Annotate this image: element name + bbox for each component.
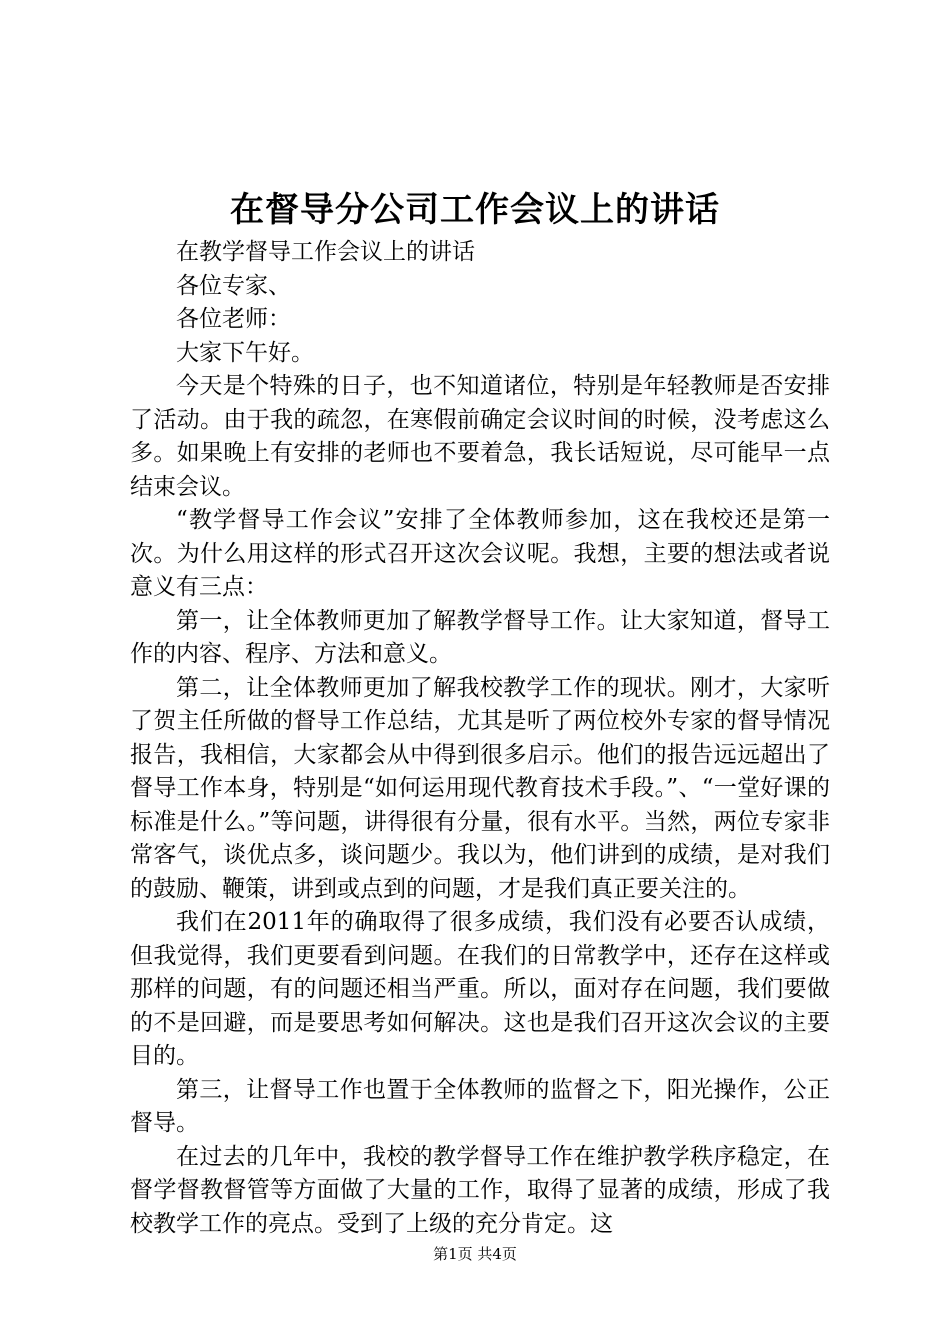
document-body <box>130 236 830 1241</box>
paragraph: 第三，让督导工作也置于全体教师的监督之下，阳光操作，公正督导。 <box>130 1076 830 1136</box>
page-title: 在督导分公司工作会议上的讲话 <box>230 190 720 230</box>
paragraph: 在教学督导工作会议上的讲话 <box>176 239 475 265</box>
paragraph: 在过去的几年中，我校的教学督导工作在维护教学秩序稳定，在督学督教督管等方面做了大量的工作，取得了显著的成绩，形成了我校教学工作的亮点。受到了上级的充分肯定。这 <box>130 1143 830 1237</box>
paragraph: 各位老师： <box>176 306 291 332</box>
paragraph: 第二，让全体教师更加了解我校教学工作的现状。刚才，大家听了贺主任所做的督导工作总结，尤其是听了两位校外专家的督导情况报告，我相信，大家都会从中得到很多启示。他们的报告远远超出了督导工作本身，特别是“如何运用现代教育技术手段。”、“一堂好课的标准是什么。”等问题，讲得很有分量，很有水平。当然，两位专家非常客气，谈优点多，谈问题少。我以为，他们讲到的成绩，是对我们的鼓励、鞭策，讲到或点到的问题，才是我们真正要关注的。 <box>130 674 830 902</box>
page-footer: 第1页 共4页 <box>433 1245 517 1263</box>
paragraph: 各位专家、 <box>176 272 291 299</box>
paragraph: 第一，让全体教师更加了解教学督导工作。让大家知道，督导工作的内容、程序、方法和意义。 <box>130 607 830 667</box>
paragraph: “教学督导工作会议”安排了全体教师参加，这在我校还是第一次。为什么用这样的形式召开这次会议呢。我想，主要的想法或者说意义有三点： <box>130 507 830 600</box>
paragraph: 我们在2011年的确取得了很多成绩，我们没有必要否认成绩，但我觉得，我们更要看到问题。在我们的日常教学中，还存在这样或那样的问题，有的问题还相当严重。所以，面对存在问题，我们要做的不是回避，而是要思考如何解决。这也是我们召开这次会议的主要目的。 <box>130 909 830 1069</box>
paragraph: 大家下午好。 <box>176 339 314 366</box>
paragraph: 今天是个特殊的日子，也不知道诸位，特别是年轻教师是否安排了活动。由于我的疏忽，在寒假前确定会议时间的时候，没考虑这么多。如果晚上有安排的老师也不要着急，我长话短说，尽可能早一点结束会议。 <box>130 373 830 500</box>
